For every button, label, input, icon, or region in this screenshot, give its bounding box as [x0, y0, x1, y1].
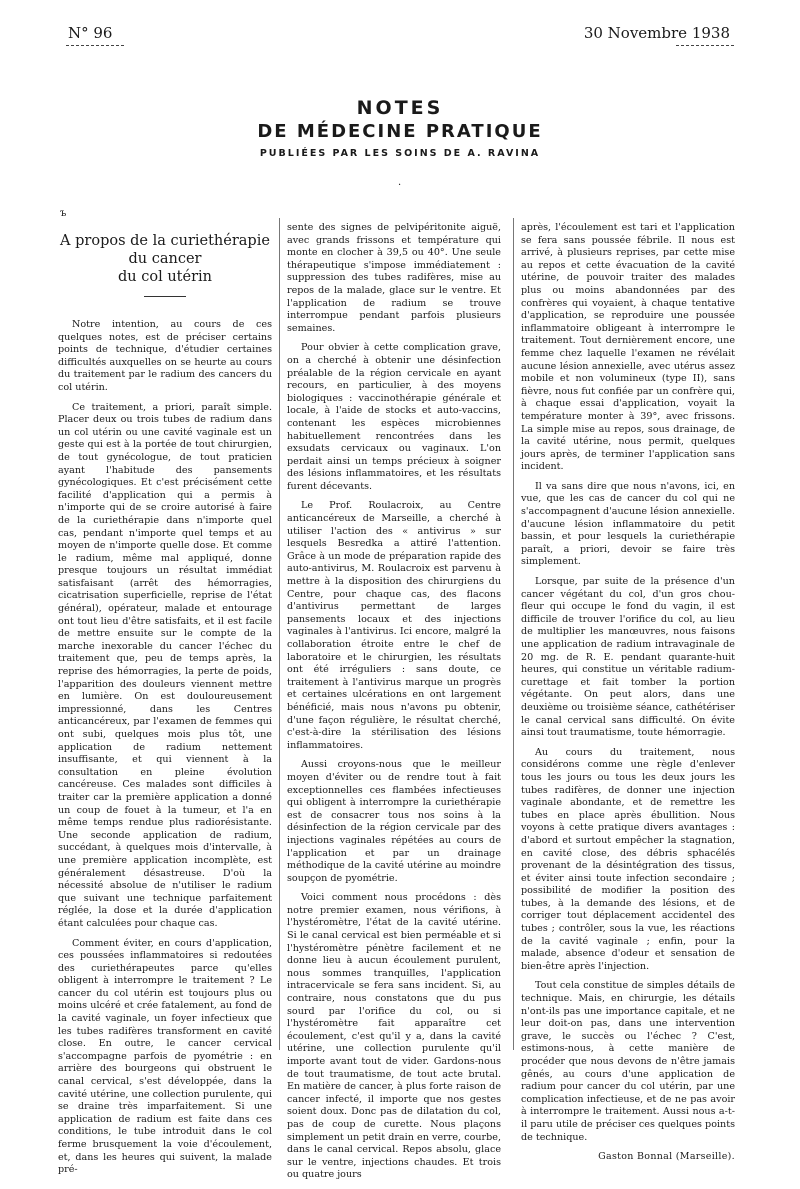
paragraph: Le Prof. Roulacroix, au Centre anticancéreux de Marseille, a cherché à utiliser l'action des « antivirus » sur lesquels Besredka a attiré l'attention. Grâce à un mode de préparation rapide des auto-antivirus, M. Roulacroix est parvenu à mettre à la disposition des chirurgiens du Centre, pour chaque cas, des flacons d'antivirus permettant de larges pansements locaux et des injections vaginales à l'antivirus. Ici encore, malgré la collaboration étroite entre le chef de laboratoire et le chirurgien, les résultats ont été irréguliers : sans doute, ce traitement à l'antivirus marque un progrès et certaines ulcérations en ont largement bénéficié, mais nous n'avons pu obtenir, d'une façon régulière, le résultat cherché, c'est-à-dire la stérilisation des lésions inflammatoires.	[287, 500, 501, 751]
paragraph: après, l'écoulement est tari et l'application se fera sans poussée fébrile. Il nous est arrivé, à plusieurs reprises, par cette mise au repos et cette évacuation de la cavité utérine, de pouvoir traiter des malades plus ou moins abandonnées par des confrères qui voyaient, à chaque tentative d'application, se reproduire une poussée inflammatoire obligeant à interrompre le traitement. Tout dernièrement encore, une femme chez laquelle l'examen ne révélait aucune lésion annexielle, avec utérus assez mobile et non volumineux (type II), sans fièvre, nous fut confiée par un confrère qui, à chaque essai d'application, voyait la température monter à 39°, avec frissons. La simple mise au repos, sous drainage, de la cavité utérine, nous permit, quelques jours après, de terminer l'application sans incident.	[521, 222, 735, 473]
article-column-2	[287, 222, 501, 1189]
masthead-subtitle: DE MÉDECINE PRATIQUE	[257, 121, 543, 142]
column-divider-2	[513, 218, 514, 1050]
article-title-line1: A propos de la curiethérapie du cancer	[60, 233, 270, 267]
paragraph: Ce traitement, a priori, paraît simple. Placer deux ou trois tubes de radium dans un col utérin ou une cavité vaginale est un geste qui est à la portée de tout chirurgien, de tout gynécologue, de tout praticien ayant l'habitude des pansements gynécologiques. Et c'est précisément cette facilité d'application qui a permis à n'importe qui de se croire autorisé à faire de la curiethérapie dans n'importe quel cas, pendant n'importe quel temps et au moyen de n'importe quelle dose. Et comme le radium, même mal appliqué, donne presque toujours un résultat immédiat satisfaisant (arrêt des hémorragies, cicatrisation superficielle, reprise de l'état général), opérateur, malade et entourage ont tout lieu d'être satisfaits, et il est facile de mettre ensuite sur le compte de la marche inexorable du cancer l'échec du traitement que, peu de temps après, la reprise des hémorragies, la perte de poids, l'apparition des douleurs viennent mettre en lumière. On est douloureusement impressionné, dans les Centres anticancéreux, par l'examen de femmes qui ont subi, quelques mois plus tôt, une application de radium nettement insuffisante, et qui viennent à la consultation en pleine évolution cancéreuse. Ces malades sont difficiles à traiter car la première application a donné un coup de fouet à la tumeur, et l'a en même temps rendue plus radiorésistante. Une seconde application de radium, succédant, à quelques mois d'intervalle, à une première application incomplète, est généralement désastreuse. D'où la nécessité absolue de n'utiliser le radium que suivant une technique parfaitement réglée, la dose et la durée d'application étant calculées pour chaque cas.	[58, 401, 272, 929]
paragraph: Tout cela constitue de simples détails de technique. Mais, en chirurgie, les détails n'ont-ils pas une importance capitale, et ne leur doit-on pas, dans une intervention grave, le succès ou l'échec ? C'est, estimons-nous, à cette manière de procéder que nous devons de n'être jamais gênés, au cours d'une application de radium pour cancer du col utérin, par une complication infectieuse, et de ne pas avoir à interrompre le traitement. Aussi nous a-t-il paru utile de préciser ces quelques points de technique.	[521, 980, 735, 1143]
paragraph: Voici comment nous procédons : dès notre premier examen, nous vérifions, à l'hystéromètre, l'état de la cavité utérine. Si le canal cervical est bien perméable et si l'hystéromètre pénètre facilement et ne donne lieu à aucun écoulement purulent, nous sommes tranquilles, l'application intracervicale se fera sans incident. Si, au contraire, nous constatons que du pus sourd par l'orifice du col, ou si l'hystéromètre fait apparaître cet écoulement, c'est qu'il y a, dans la cavité utérine, une collection purulente qu'il importe avant tout de vider. Gardons-nous de tout traumatisme, de tout acte brutal. En matière de cancer, à plus forte raison de cancer infecté, il importe que nos gestes soient doux. Donc pas de dilatation du col, pas de coup de curette. Nous plaçons simplement un petit drain en verre, courbe, dans le canal cervical. Repos absolu, glace sur le ventre, injections chaudes. Et trois ou quatre jours	[287, 892, 501, 1181]
article-column-1	[58, 232, 272, 1184]
paragraph: Comment éviter, en cours d'application, ces poussées inflammatoires si redoutées des curiethérapeutes parce qu'elles obligent à interrompre le traitement ? Le cancer du col utérin est toujours plus ou moins ulcéré et crée fatalement, au fond de la cavité vaginale, un foyer infectieux que les tubes radifères transforment en cavité close. En outre, le cancer cervical s'accompagne parfois de pyométrie : en arrière des bourgeons qui obstruent le canal cervical, s'est développée, dans la cavité utérine, une collection purulente, qui se draine très imparfaitement. Si une application de radium est faite dans ces conditions, le tube introduit dans le col ferme brusquement la voie d'écoulement, et, dans les heures qui suivent, la malade pré-	[58, 937, 272, 1176]
article-title-line2: du col utérin	[118, 269, 212, 285]
paragraph: Il va sans dire que nous n'avons, ici, en vue, que les cas de cancer du col qui ne s'accompagnent d'aucune lésion annexielle. d'aucune lésion inflammatoire du petit bassin, et pour lesquels la curiethérapie paraît, a priori, devoir se faire très simplement.	[521, 480, 735, 568]
column-divider-1	[279, 218, 280, 1050]
corner-mark: ъ	[60, 208, 67, 219]
masthead-editor-line: PUBLIÉES PAR LES SOINS DE A. RAVINA	[259, 148, 541, 159]
masthead	[0, 96, 800, 159]
paragraph: sente des signes de pelvipéritonite aiguë, avec grands frissons et température qui monte en clocher à 39,5 ou 40°. Une seule thérapeutique s'impose immédiatement : suppression des tubes radifères, mise au repos de la malade, glace sur le ventre. Et l'application de radium se trouve interrompue pendant parfois plusieurs semaines.	[287, 222, 501, 334]
paragraph: Aussi croyons-nous que le meilleur moyen d'éviter ou de rendre tout à fait exceptionnelles ces flambées infectieuses qui obligent à interrompre la curiethérapie est de consacrer tous nos soins à la désinfection de la région cervicale par des injections vaginales répétées au cours de l'application et par un drainage méthodique de la cavité utérine au moindre soupçon de pyométrie.	[287, 759, 501, 884]
issue-date: 30 Novembre 1938	[583, 24, 730, 42]
masthead-title: NOTES	[356, 97, 444, 119]
article-title	[58, 232, 272, 286]
center-dot-ornament: ·	[398, 180, 402, 191]
paragraph: Au cours du traitement, nous considérons comme une règle d'enlever tous les jours ou tous les deux jours les tubes radifères, de donner une injection vaginale abondante, et de remettre les tubes en place après ébullition. Nous voyons à cette pratique divers avantages : d'abord et surtout empêcher la stagnation, en cavité close, des débris sphacélés provenant de la désintégration des tissus, et éviter ainsi toute infection secondaire ; possibilité de modifier la position des tubes, à la demande des lésions, et de corriger tout déplacement accidentel des tubes ; contrôler, sous la vue, les réactions de la cavité vaginale ; enfin, pour la malade, absence d'odeur et sensation de bien-être après l'injection.	[521, 746, 735, 972]
paragraph: Pour obvier à cette complication grave, on a cherché à obtenir une désinfection préalable de la région cervicale en ayant recours, en particulier, à des moyens biologiques : vaccinothérapie générale et locale, à l'aide de stocks et auto-vaccins, contenant les espèces microbiennes habituellement rencontrées dans les exsudats cervicaux ou vaginaux. L'on perdait ainsi un temps précieux à soigner des lésions inflammatoires, et les résultats furent décevants.	[287, 342, 501, 492]
header-rule-right	[676, 45, 734, 46]
issue-number: N° 96	[68, 24, 113, 42]
article-column-3	[521, 222, 735, 1164]
title-underline	[144, 296, 186, 297]
paragraph: Notre intention, au cours de ces quelques notes, est de préciser certains points de technique, d'étudier certaines difficultés auxquelles on se heurte au cours du traitement par le radium des cancers du col utérin.	[58, 319, 272, 393]
author-signature: Gaston Bonnal (Marseille).	[598, 1151, 735, 1163]
paragraph: Lorsque, par suite de la présence d'un cancer végétant du col, d'un gros chou-fleur qui occupe le fond du vagin, il est difficile de trouver l'orifice du col, au lieu de multiplier les manœuvres, nous faisons une application de radium intravaginale de 20 mg. de R. E. pendant quarante-huit heures, qui constitue un véritable radium-curettage et fait tomber la portion végétante. On peut alors, dans une deuxième ou troisième séance, cathétériser le canal cervical sans difficulté. On évite ainsi tout traumatisme, toute hémorragie.	[521, 576, 735, 739]
header-rule-left	[66, 45, 124, 46]
